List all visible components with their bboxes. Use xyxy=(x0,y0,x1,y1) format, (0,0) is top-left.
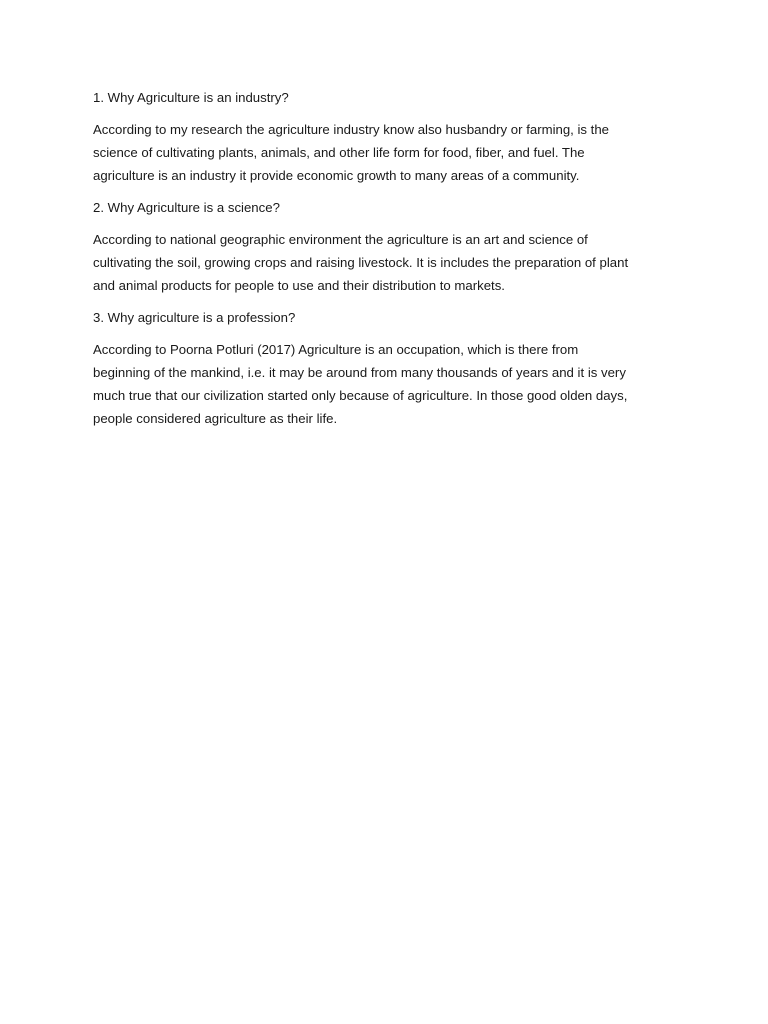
section-paragraph xyxy=(93,338,683,430)
paragraph-line: and animal products for people to use and their distribution to markets. xyxy=(93,278,505,293)
paragraph-line: agriculture is an industry it provide economic growth to many areas of a community. xyxy=(93,168,580,183)
document-body xyxy=(93,86,683,439)
paragraph-line: science of cultivating plants, animals, and other life form for food, fiber, and fuel. The xyxy=(93,145,585,160)
section-heading: 1. Why Agriculture is an industry? xyxy=(93,90,289,105)
section-heading: 2. Why Agriculture is a science? xyxy=(93,200,280,215)
section-heading: 3. Why agriculture is a profession? xyxy=(93,310,296,325)
paragraph-line: According to national geographic environment the agriculture is an art and science of xyxy=(93,232,588,247)
paragraph-line: According to my research the agriculture industry know also husbandry or farming, is the xyxy=(93,122,610,137)
paragraph-line: people considered agriculture as their life. xyxy=(93,411,338,426)
paragraph-line: cultivating the soil, growing crops and raising livestock. It is includes the preparation of plant xyxy=(93,255,629,270)
section-paragraph xyxy=(93,118,683,187)
paragraph-line: much true that our civilization started only because of agriculture. In those good olden days, xyxy=(93,388,628,403)
paragraph-line: According to Poorna Potluri (2017) Agriculture is an occupation, which is there from xyxy=(93,342,579,357)
paragraph-line: beginning of the mankind, i.e. it may be around from many thousands of years and it is very xyxy=(93,365,626,380)
section-paragraph xyxy=(93,228,683,297)
